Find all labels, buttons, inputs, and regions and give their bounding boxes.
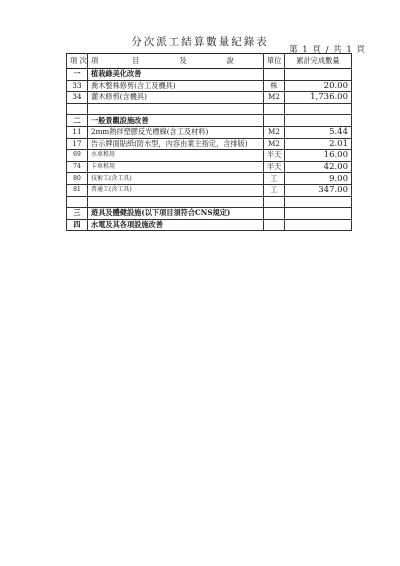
row-unit: M2 <box>264 138 285 150</box>
header-item-description <box>88 54 264 69</box>
row-cumulative-quantity <box>285 69 352 81</box>
row-unit <box>264 196 285 208</box>
table-row <box>67 126 352 138</box>
table-row <box>67 161 352 173</box>
header-char: 說 <box>226 56 234 65</box>
row-cumulative-quantity <box>285 103 352 115</box>
row-cumulative-quantity: 5.44 <box>285 126 352 138</box>
table-row <box>67 92 352 104</box>
header-cumulative-quantity: 累計完成數量 <box>285 54 352 69</box>
row-item-number: 二 <box>67 115 88 127</box>
row-cumulative-quantity: 2.01 <box>285 138 352 150</box>
row-item-number: 11 <box>67 126 88 138</box>
blank-row <box>67 103 352 115</box>
row-item-number: 80 <box>67 173 88 185</box>
table-row <box>67 173 352 185</box>
row-item-description: 遊具及體健設施(以下項目須符合CNS規定) <box>88 208 264 220</box>
section-row <box>67 115 352 127</box>
row-unit: 工 <box>264 173 285 185</box>
section-row <box>67 219 352 231</box>
row-item-description: 植栽綠美化改善 <box>88 69 264 81</box>
row-item-description: 灌木修剪(含機具) <box>88 92 264 104</box>
row-item-number: 81 <box>67 184 88 196</box>
row-cumulative-quantity <box>285 208 352 220</box>
row-item-number: 一 <box>67 69 88 81</box>
row-unit: 工 <box>264 184 285 196</box>
header-char: 及 <box>179 56 187 65</box>
row-item-description: 卡車租用 <box>88 161 264 173</box>
page-indicator: 第 1 頁 / 共 1 頁 <box>289 45 366 55</box>
row-cumulative-quantity: 20.00 <box>285 80 352 92</box>
row-item-description: 水車租用 <box>88 150 264 162</box>
quantity-record-table <box>66 53 352 231</box>
header-char: 項 <box>91 56 99 65</box>
row-item-description <box>88 103 264 115</box>
row-unit <box>264 69 285 81</box>
row-cumulative-quantity: 347.00 <box>285 184 352 196</box>
row-cumulative-quantity: 9.00 <box>285 173 352 185</box>
row-unit <box>264 219 285 231</box>
row-unit <box>264 103 285 115</box>
row-item-number <box>67 103 88 115</box>
row-item-number: 33 <box>67 80 88 92</box>
section-row <box>67 69 352 81</box>
row-item-number: 34 <box>67 92 88 104</box>
row-unit: M2 <box>264 126 285 138</box>
row-unit: M2 <box>264 92 285 104</box>
table-row <box>67 184 352 196</box>
row-item-description: 喬木整株修剪(含工及機具) <box>88 80 264 92</box>
table-row <box>67 138 352 150</box>
table-row <box>67 150 352 162</box>
row-cumulative-quantity <box>285 219 352 231</box>
row-item-number: 74 <box>67 161 88 173</box>
row-item-description: 普通工(含工具) <box>88 184 264 196</box>
row-unit: 半天 <box>264 150 285 162</box>
row-cumulative-quantity: 16.00 <box>285 150 352 162</box>
header-unit: 單位 <box>264 54 285 69</box>
header-char: 目 <box>132 56 140 65</box>
row-unit: 株 <box>264 80 285 92</box>
row-unit: 半天 <box>264 161 285 173</box>
row-item-number <box>67 196 88 208</box>
row-item-number: 69 <box>67 150 88 162</box>
row-unit <box>264 208 285 220</box>
row-cumulative-quantity <box>285 115 352 127</box>
blank-row <box>67 196 352 208</box>
row-item-description <box>88 196 264 208</box>
row-item-number: 四 <box>67 219 88 231</box>
row-item-description: 2mm熱拌塑膠反光標線(含工及材料) <box>88 126 264 138</box>
row-unit <box>264 115 285 127</box>
table-row <box>67 80 352 92</box>
row-item-description: 水電及其各項設施改善 <box>88 219 264 231</box>
row-item-description: 告示牌面貼紙(防水型，內容由業主指定，含排版) <box>88 138 264 150</box>
row-item-number: 17 <box>67 138 88 150</box>
row-item-description: 一般景觀設施改善 <box>88 115 264 127</box>
row-item-description: 技術工(含工具) <box>88 173 264 185</box>
header-item-number: 項 次 <box>67 54 88 69</box>
document-title: 分次派工結算數量紀錄表 <box>131 36 269 48</box>
row-item-number: 三 <box>67 208 88 220</box>
row-cumulative-quantity <box>285 196 352 208</box>
row-cumulative-quantity: 1,736.00 <box>285 92 352 104</box>
table-header-row <box>67 54 352 69</box>
section-row <box>67 208 352 220</box>
row-cumulative-quantity: 42.00 <box>285 161 352 173</box>
